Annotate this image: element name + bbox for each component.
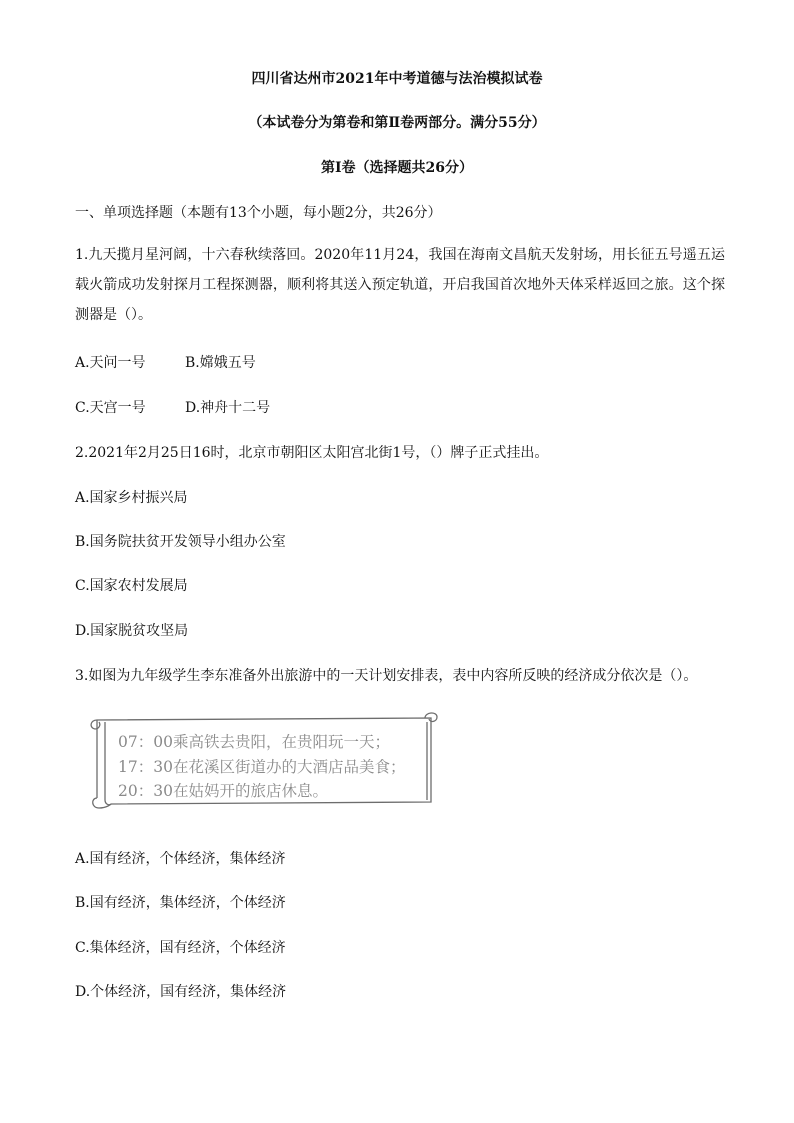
question-2-text: 2.2021年2月25日16时，北京市朝阳区太阳宫北街1号，（）牌子正式挂出。 xyxy=(75,445,549,461)
question-1-option-d: D.神舟十二号 xyxy=(185,400,271,416)
question-3-option-d: D.个体经济，国有经济，集体经济 xyxy=(75,984,287,1000)
question-2-option-b: B.国务院扶贫开发领导小组办公室 xyxy=(75,534,286,550)
part-heading: 一、单项选择题（本题有13个小题，每小题2分，共26分） xyxy=(75,205,442,221)
question-1-text: 1.九天揽月星河阔，十六春秋续落回。2020年11月24，我国在海南文昌航天发射场，用长征五号遥五运载火箭成功发射探月工程探测器，顺利将其送入预定轨道，开启我国首次地外天体采样返回之旅。这个探测器是（）。 xyxy=(75,247,725,323)
question-1-option-c: C.天宫一号 xyxy=(75,400,146,416)
question-2-option-a: A.国家乡村振兴局 xyxy=(75,490,188,506)
schedule-scroll-figure xyxy=(85,712,440,812)
question-1-options-row-2 xyxy=(75,397,271,417)
question-2-option-c: C.国家农村发展局 xyxy=(75,578,188,594)
question-1-options-row-1 xyxy=(75,352,256,372)
schedule-line-1: 07：00乘高铁去贵阳，在贵阳玩一天； xyxy=(118,733,390,751)
question-1-option-b: B.嫦娥五号 xyxy=(185,355,256,371)
question-3-text: 3.如图为九年级学生李东准备外出旅游中的一天计划安排表，表中内容所反映的经济成分依次是（）。 xyxy=(75,668,698,684)
question-3-option-b: B.国有经济，集体经济，个体经济 xyxy=(75,895,286,911)
schedule-line-3: 20：30在姑妈开的旅店休息。 xyxy=(118,782,328,800)
question-3-option-a: A.国有经济，个体经济，集体经济 xyxy=(75,851,286,867)
question-2-option-d: D.国家脱贫攻坚局 xyxy=(75,623,189,639)
section-title: 第Ⅰ卷（选择题共26分） xyxy=(320,160,474,176)
schedule-line-2: 17：30在花溪区街道办的大酒店品美食； xyxy=(118,758,406,776)
exam-title: 四川省达州市2021年中考道德与法治模拟试卷 xyxy=(251,71,543,87)
question-1-option-a: A.天问一号 xyxy=(75,355,146,371)
exam-subtitle: （本试卷分为第卷和第Ⅱ卷两部分。满分55分） xyxy=(248,115,546,131)
question-3-option-c: C.集体经济，国有经济，个体经济 xyxy=(75,940,286,956)
